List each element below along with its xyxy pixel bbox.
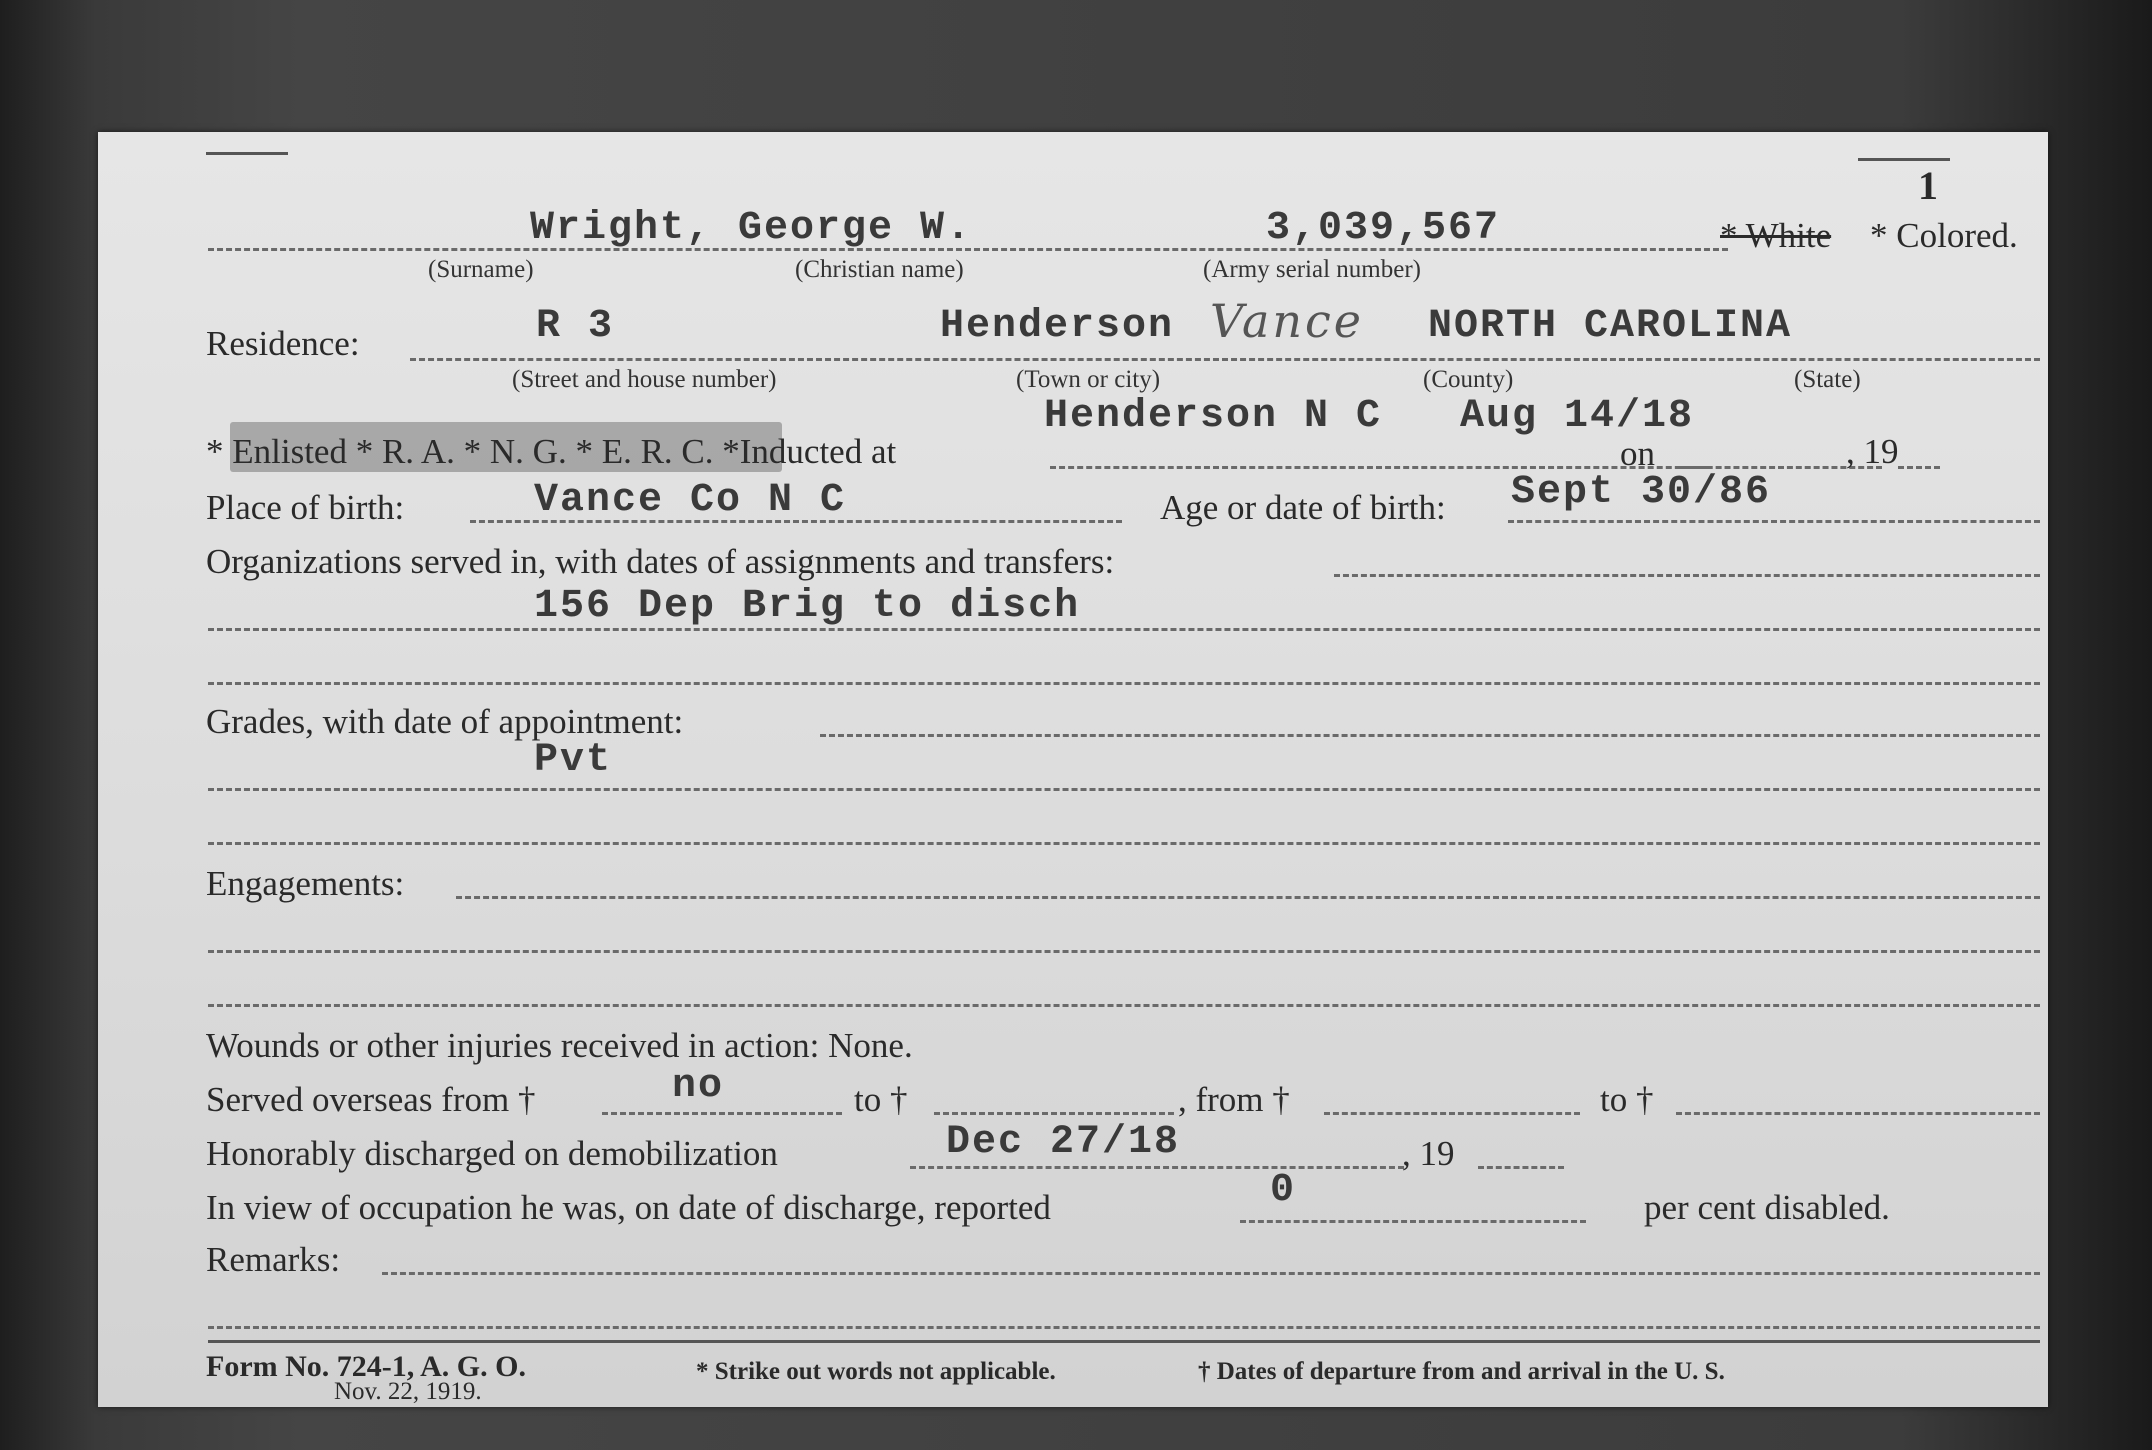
residence-state-value: NORTH CAROLINA xyxy=(1428,304,1793,349)
disability-suffix: per cent disabled. xyxy=(1644,1188,1890,1227)
residence-label: Residence: xyxy=(206,324,360,363)
inducted-year-label: , 19 xyxy=(1846,432,1899,471)
state-caption: (State) xyxy=(1794,366,1861,393)
remarks-label: Remarks: xyxy=(206,1240,341,1279)
service-record-card xyxy=(98,132,2048,1407)
discharge-year-line xyxy=(1478,1166,1564,1169)
corner-mark-left xyxy=(206,152,288,155)
town-caption: (Town or city) xyxy=(1016,366,1161,393)
organizations-label: Organizations served in, with dates of assignments and transfers: xyxy=(206,542,1115,581)
grades-line-2 xyxy=(208,788,2040,791)
grades-line-1 xyxy=(820,734,2040,737)
card-number: 1 xyxy=(1918,163,1938,208)
serial-number-value: 3,039,567 xyxy=(1266,206,1501,251)
residence-town-value: Henderson xyxy=(940,304,1175,349)
street-caption: (Street and house number) xyxy=(512,366,777,393)
overseas-to2-label: to † xyxy=(1600,1080,1654,1119)
engagements-line-3 xyxy=(208,1004,2040,1007)
inducted-place-value: Henderson N C xyxy=(1044,394,1383,439)
serial-number-caption: (Army serial number) xyxy=(1203,256,1421,283)
remarks-line-2 xyxy=(208,1326,2040,1329)
discharge-label: Honorably discharged on demobilization xyxy=(206,1134,778,1173)
name-value: Wright, George W. xyxy=(530,206,973,251)
disability-line xyxy=(1240,1220,1586,1223)
surname-caption: (Surname) xyxy=(428,256,534,283)
birth-place-label: Place of birth: xyxy=(206,488,405,527)
inducted-place-line xyxy=(1050,466,1708,469)
overseas-to2-line xyxy=(1676,1112,2040,1115)
disability-label: In view of occupation he was, on date of discharge, reported xyxy=(206,1188,1051,1227)
organizations-value: 156 Dep Brig to disch xyxy=(534,584,1081,629)
overseas-from-line xyxy=(602,1112,842,1115)
form-date: Nov. 22, 1919. xyxy=(334,1378,482,1405)
disability-value: 0 xyxy=(1270,1168,1297,1213)
grades-label: Grades, with date of appointment: xyxy=(206,702,684,741)
grades-value: Pvt xyxy=(534,738,613,783)
discharge-year-label: , 19 xyxy=(1402,1134,1455,1173)
overseas-from2-line xyxy=(1324,1112,1580,1115)
inducted-on-label: on xyxy=(1620,434,1655,473)
form-number: Form No. 724-1, A. G. O. xyxy=(206,1350,526,1383)
grades-line-3 xyxy=(208,842,2040,845)
wounds-label: Wounds or other injuries received in action: None. xyxy=(206,1026,913,1065)
footer-rule xyxy=(208,1340,2040,1343)
race-label-white: * White xyxy=(1720,216,1832,255)
birth-place-value: Vance Co N C xyxy=(534,478,847,523)
overseas-from-value: no xyxy=(672,1064,725,1109)
corner-mark-right xyxy=(1858,158,1950,161)
overseas-from2-label: , from † xyxy=(1178,1080,1290,1119)
overseas-from-label: Served overseas from † xyxy=(206,1080,536,1119)
engagements-line-2 xyxy=(208,950,2040,953)
county-caption: (County) xyxy=(1423,366,1514,393)
overseas-to-line xyxy=(934,1112,1174,1115)
organizations-line-3 xyxy=(208,682,2040,685)
name-line xyxy=(208,248,1728,251)
residence-street-value: R 3 xyxy=(536,304,615,349)
inducted-year-line xyxy=(1898,466,1940,469)
discharge-date-value: Dec 27/18 xyxy=(946,1120,1181,1165)
engagements-line-1 xyxy=(456,896,2040,899)
birth-date-label: Age or date of birth: xyxy=(1160,488,1446,527)
organizations-line-2 xyxy=(208,628,2040,631)
discharge-date-line xyxy=(910,1166,1404,1169)
engagements-label: Engagements: xyxy=(206,864,405,903)
remarks-line-1 xyxy=(382,1272,2040,1275)
residence-county-value: Vance xyxy=(1210,294,1365,348)
birth-date-value: Sept 30/86 xyxy=(1511,470,1772,515)
strike-note: * Strike out words not applicable. xyxy=(696,1358,1056,1385)
christian-name-caption: (Christian name) xyxy=(795,256,964,283)
residence-line xyxy=(410,358,2040,361)
birth-place-line xyxy=(470,520,1122,523)
dates-note: † Dates of departure from and arrival in the U. S. xyxy=(1198,1358,1725,1385)
overseas-to-label: to † xyxy=(854,1080,908,1119)
inducted-date-value: Aug 14/18 xyxy=(1460,394,1695,439)
organizations-line-1 xyxy=(1334,574,2040,577)
birth-date-line xyxy=(1508,520,2040,523)
enlistment-label: * Enlisted * R. A. * N. G. * E. R. C. *Inducted at xyxy=(206,432,897,471)
race-label-colored: * Colored. xyxy=(1870,216,2018,255)
